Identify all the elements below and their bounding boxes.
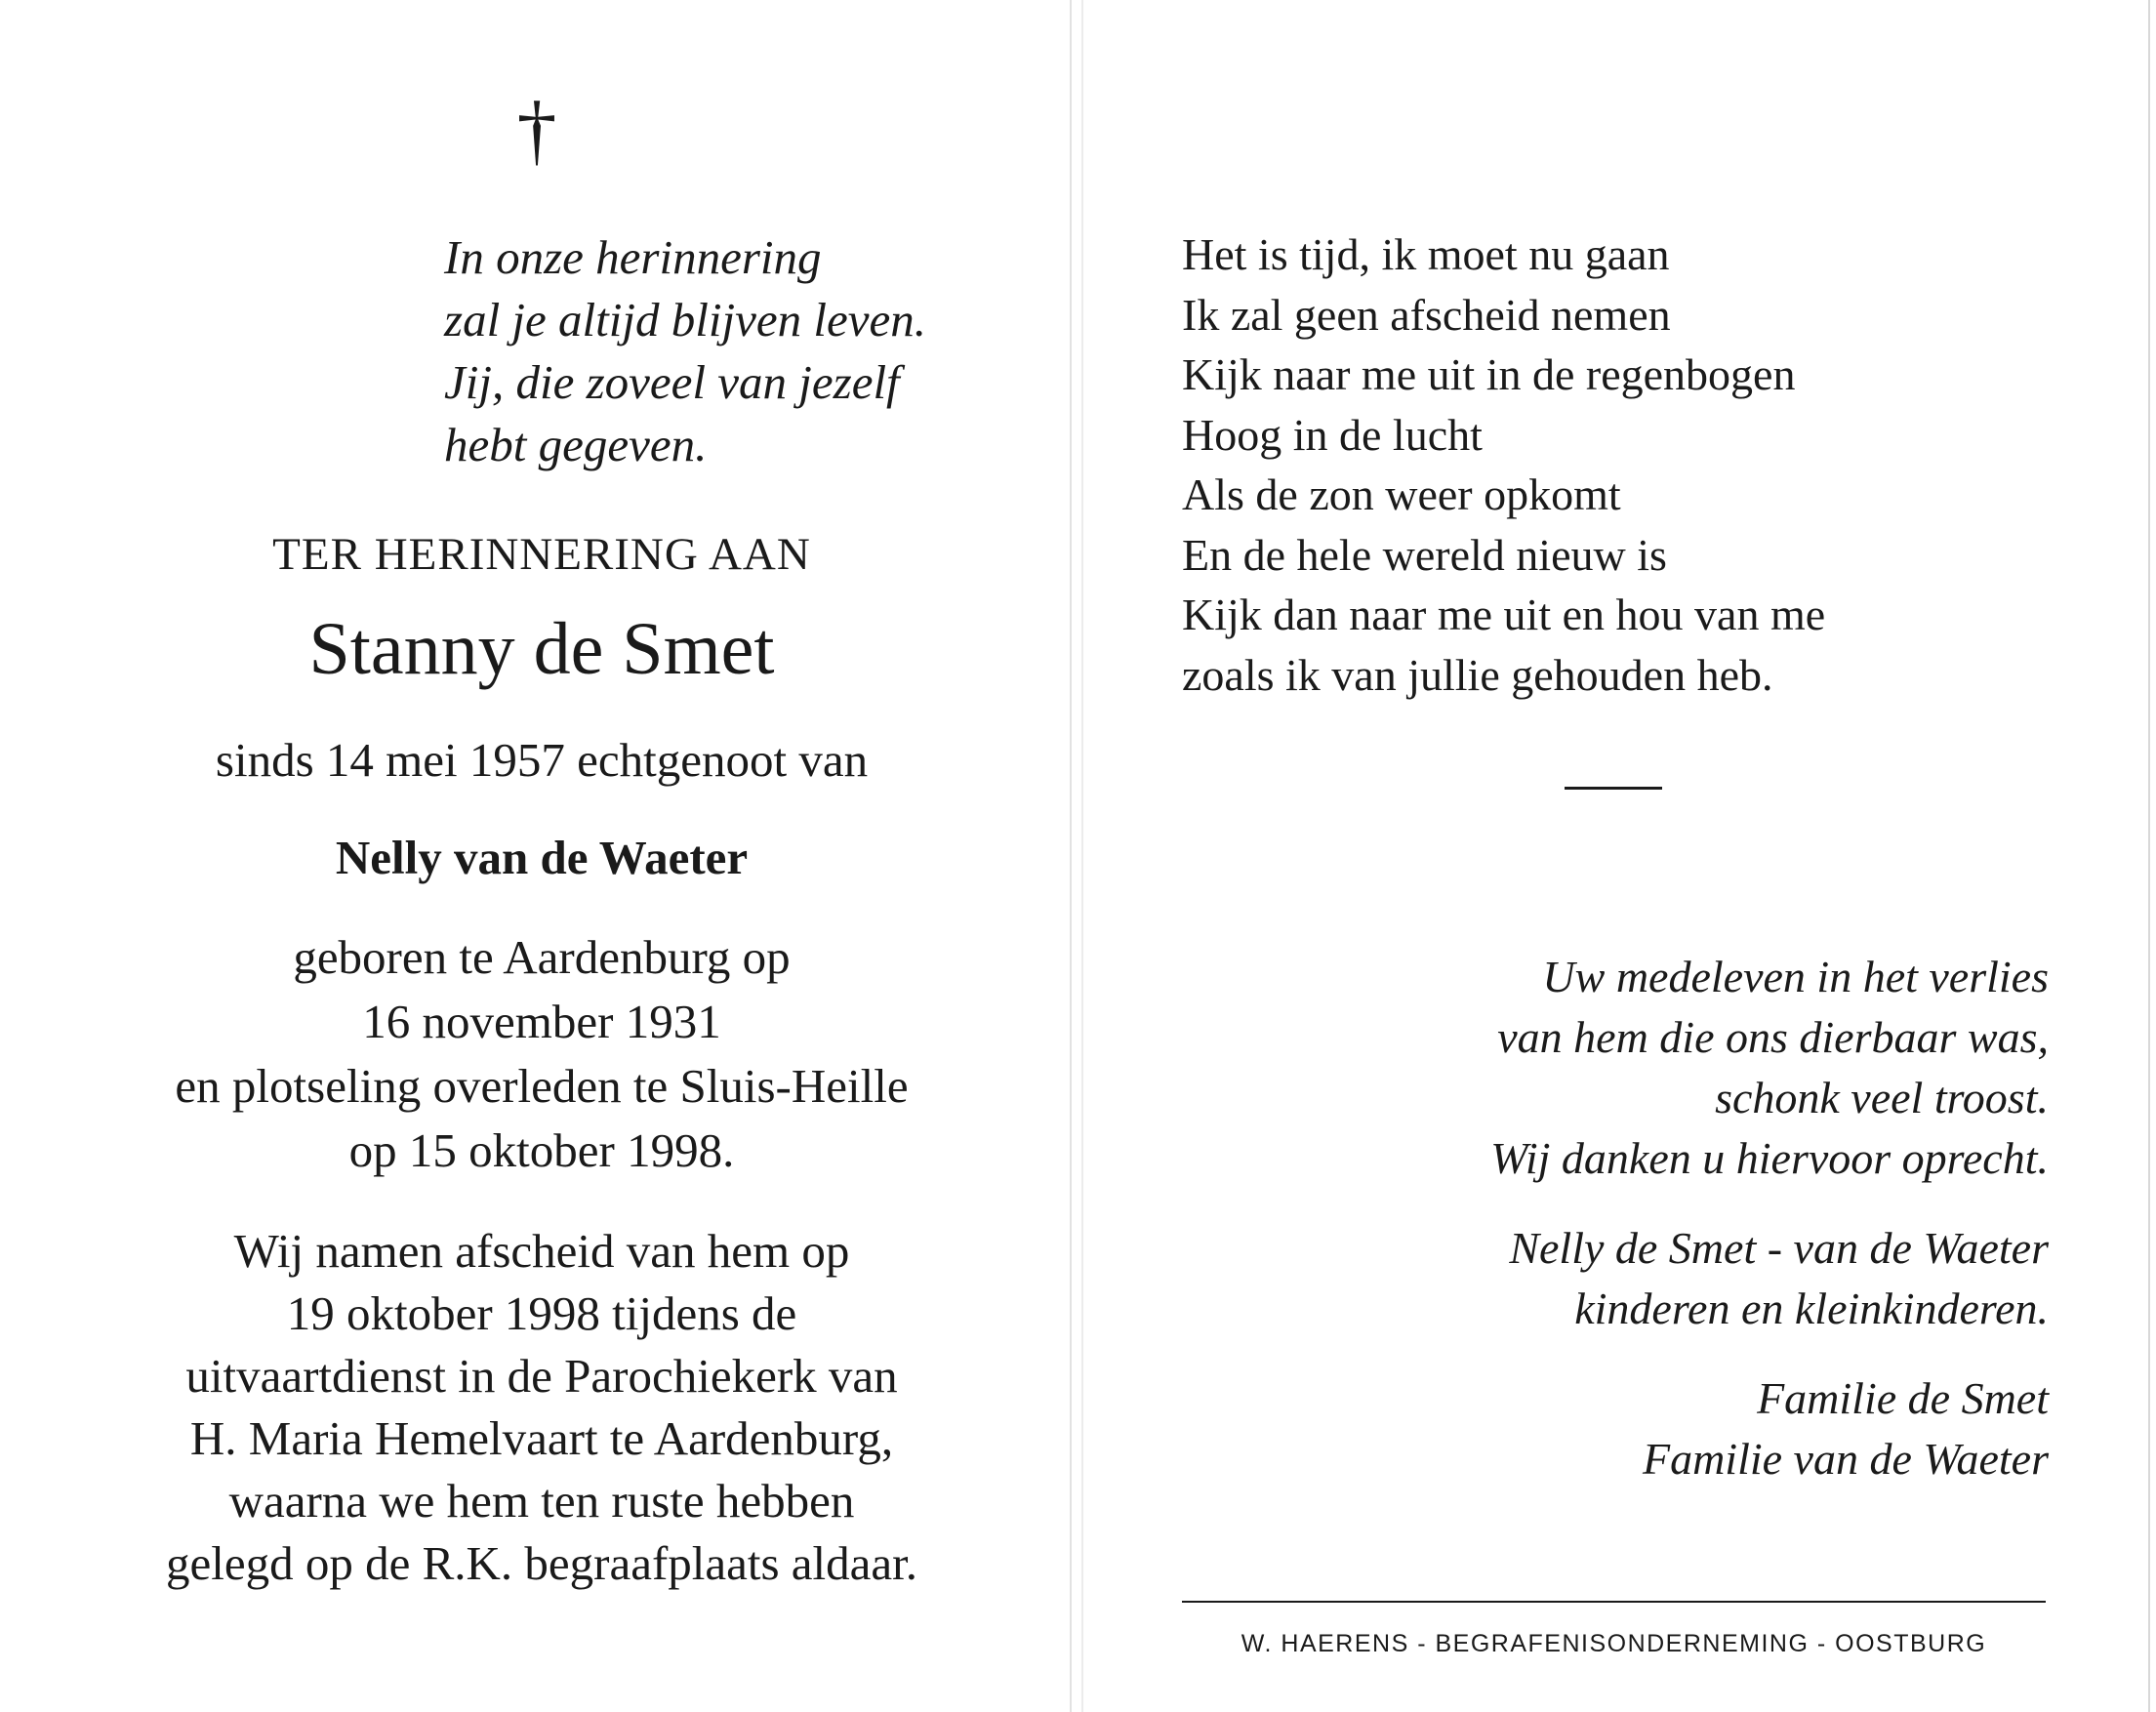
left-panel bbox=[0, 0, 1070, 1712]
signature-line: Nelly de Smet - van de Waeter bbox=[1509, 1223, 2049, 1273]
farewell-line: Wij namen afscheid van hem op bbox=[233, 1224, 850, 1278]
farewell-poem bbox=[1182, 224, 1963, 705]
footer-rule bbox=[1182, 1601, 2046, 1603]
poem-line: Kijk dan naar me uit en hou van me bbox=[1182, 590, 1826, 639]
bio-line: 16 november 1931 bbox=[362, 995, 721, 1048]
poem-line: zoals ik van jullie gehouden heb. bbox=[1182, 649, 1773, 700]
thanks-line: Uw medeleven in het verlies bbox=[1542, 952, 2049, 1001]
farewell-line: waarna we hem ten ruste hebben bbox=[228, 1474, 855, 1528]
signature-line: Familie de Smet bbox=[1757, 1373, 2049, 1423]
signature-line: kinderen en kleinkinderen. bbox=[1574, 1284, 2049, 1333]
funeral-details bbox=[68, 1220, 1015, 1595]
marriage-line: sinds 14 mei 1957 echtgenoot van bbox=[215, 733, 869, 787]
verse-line: In onze herinnering bbox=[444, 230, 822, 284]
verse-line: Jij, die zoveel van jezelf bbox=[444, 355, 900, 409]
section-divider bbox=[1565, 787, 1662, 790]
thanks-line: schonk veel troost. bbox=[1715, 1073, 2049, 1122]
poem-line: Hoog in de lucht bbox=[1182, 409, 1483, 460]
verse-line: hebt gegeven. bbox=[444, 418, 708, 471]
farewell-line: gelegd op de R.K. begraafplaats aldaar. bbox=[165, 1536, 918, 1590]
deceased-name: Stanny de Smet bbox=[308, 608, 775, 690]
poem-line: Het is tijd, ik moet nu gaan bbox=[1182, 229, 1670, 279]
thanks-message bbox=[1268, 947, 2049, 1189]
cross-icon: † bbox=[516, 85, 557, 174]
verse-line: zal je altijd blijven leven. bbox=[444, 293, 926, 346]
spouse-name: Nelly van de Waeter bbox=[335, 831, 749, 884]
thanks-line: van hem die ons dierbaar was, bbox=[1497, 1012, 2049, 1062]
memorial-heading: TER HERINNERING AAN bbox=[272, 529, 811, 580]
family-signature bbox=[1268, 1218, 2049, 1339]
farewell-line: H. Maria Hemelvaart te Aardenburg, bbox=[189, 1411, 894, 1465]
right-panel bbox=[1079, 0, 2156, 1712]
poem-line: Kijk naar me uit in de regenbogen bbox=[1182, 349, 1796, 399]
poem-line: Als de zon weer opkomt bbox=[1182, 469, 1621, 519]
poem-line: Ik zal geen afscheid nemen bbox=[1182, 289, 1671, 340]
farewell-line: 19 oktober 1998 tijdens de bbox=[286, 1286, 797, 1340]
funeral-home-footer: W. HAERENS - BEGRAFENISONDERNEMING - OOSTBURG bbox=[1241, 1630, 1987, 1657]
thanks-line: Wij danken u hiervoor oprecht. bbox=[1490, 1133, 2049, 1183]
birth-death-details bbox=[68, 925, 1015, 1183]
bio-line: en plotseling overleden te Sluis-Heille bbox=[175, 1059, 909, 1113]
bio-line: geboren te Aardenburg op bbox=[293, 930, 791, 984]
memorial-verse bbox=[444, 226, 991, 476]
bio-line: op 15 oktober 1998. bbox=[348, 1123, 735, 1177]
farewell-line: uitvaartdienst in de Parochiekerk van bbox=[185, 1349, 898, 1403]
signature-line: Familie van de Waeter bbox=[1642, 1434, 2049, 1484]
relatives-signature bbox=[1268, 1368, 2049, 1489]
poem-line: En de hele wereld nieuw is bbox=[1182, 529, 1667, 580]
